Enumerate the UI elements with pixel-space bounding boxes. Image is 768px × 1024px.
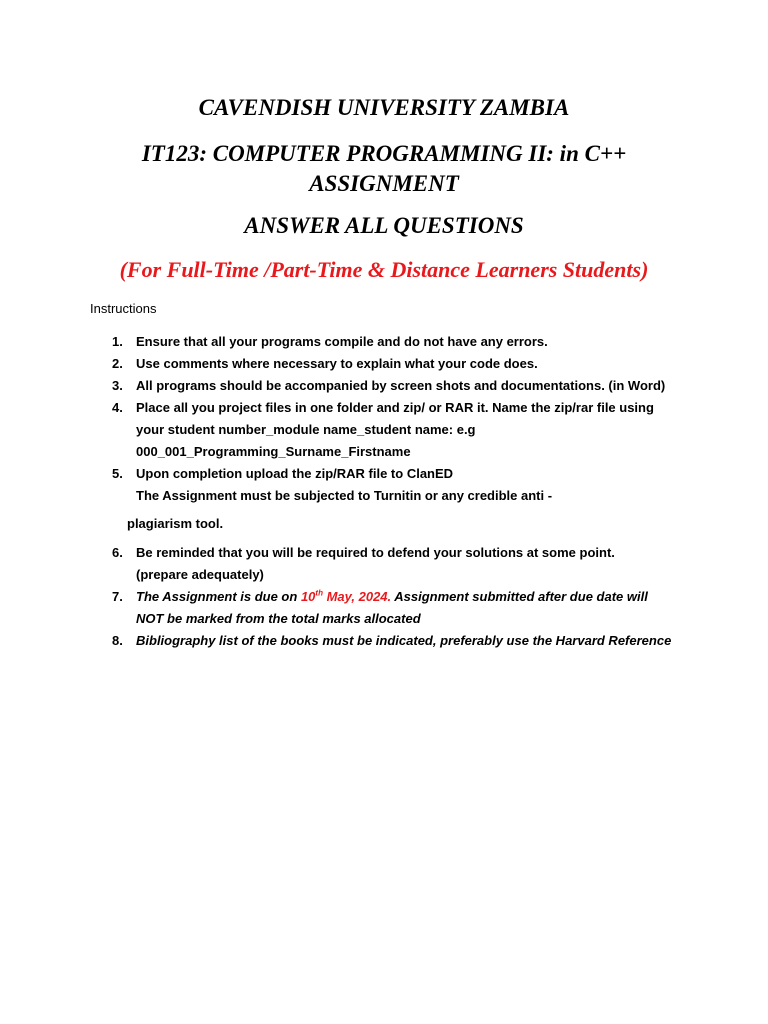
item-number: 7. [112, 589, 123, 604]
item-number: 3. [112, 378, 123, 393]
directive-heading: ANSWER ALL QUESTIONS [244, 213, 524, 238]
instructions-label: Instructions [90, 301, 157, 316]
item-text [136, 586, 696, 608]
due-day: 10 [300, 589, 316, 604]
audience-subtitle: (For Full-Time /Part-Time & Distance Learners Students) [119, 257, 649, 282]
item-text: Be reminded that you will be required to defend your solutions at some point. [136, 545, 615, 560]
item-text: The Assignment must be subjected to Turnitin or any credible anti - [136, 488, 553, 503]
item-text: Upon completion upload the zip/RAR file to ClanED [136, 466, 454, 481]
item-number: 2. [112, 356, 123, 371]
item-number: 5. [112, 466, 123, 481]
due-month-year: May, 2024. [322, 589, 392, 604]
item-text: Use comments where necessary to explain what your code does. [136, 356, 538, 371]
due-day-suffix: th [315, 588, 323, 598]
due-date [301, 589, 391, 604]
due-suffix: Assignment submitted after due date will [391, 589, 648, 604]
item-text: Bibliography list of the books must be indicated, preferably use the Harvard Reference [136, 633, 672, 648]
item-text: All programs should be accompanied by screen shots and documentations. (in Word) [136, 378, 666, 393]
university-title: CAVENDISH UNIVERSITY ZAMBIA [198, 95, 570, 120]
course-title: IT123: COMPUTER PROGRAMMING II: in C++ [141, 141, 627, 166]
item-number: 4. [112, 400, 123, 415]
due-prefix: The Assignment is due on [136, 589, 301, 604]
item-text: NOT be marked from the total marks allocated [136, 611, 421, 626]
item-text: 000_001_Programming_Surname_Firstname [136, 444, 411, 459]
item-text: Place all you project files in one folder and zip/ or RAR it. Name the zip/rar file using [136, 400, 654, 415]
assignment-label: ASSIGNMENT [309, 171, 459, 196]
item-text: your student number_module name_student name: e.g [136, 422, 476, 437]
item-text: Ensure that all your programs compile and do not have any errors. [136, 334, 548, 349]
item-number: 8. [112, 633, 123, 648]
item-number: 6. [112, 545, 123, 560]
item-text: plagiarism tool. [127, 516, 224, 531]
item-text: (prepare adequately) [136, 567, 264, 582]
item-number: 1. [112, 334, 123, 349]
